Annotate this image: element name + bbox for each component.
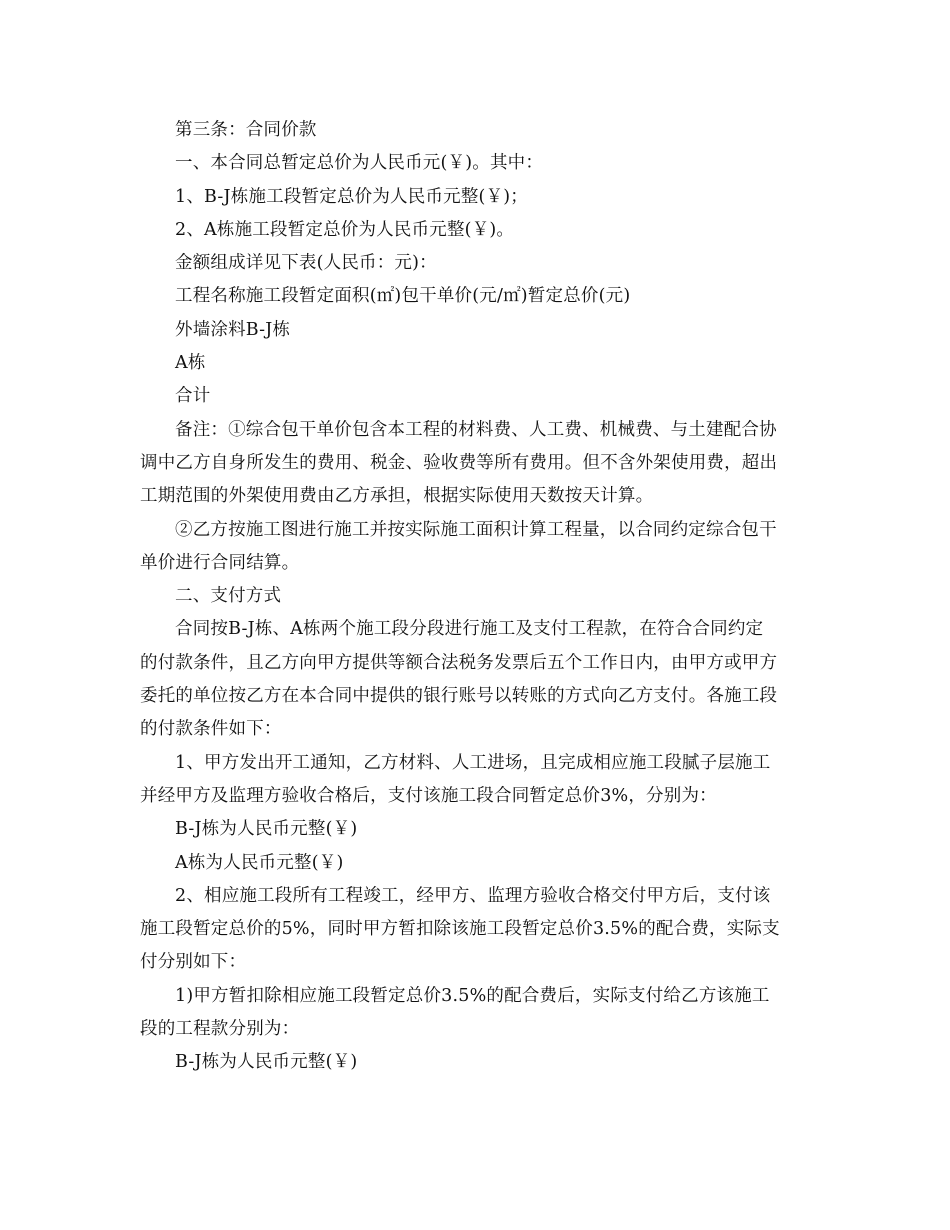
paragraph-line: 并经甲方及监理方验收合格后，支付该施工段合同暂定总价3%，分别为： [140,785,717,806]
payment-line: B-J栋为人民币元整(￥) [175,819,358,840]
paragraph-line: 合同按B-J栋、A栋两个施工段分段进行施工及支付工程款，在符合合同约定 [175,619,764,640]
article-heading: 第三条：合同价款 [175,120,317,140]
note-line: 单价进行合同结算。 [140,552,300,573]
note-line: ②乙方按施工图进行施工并按实际施工面积计算工程量，以合同约定综合包干 [175,519,777,540]
payment-line: A栋为人民币元整(￥) [175,852,344,873]
paragraph-line: 金额组成详见下表(人民币：元)： [175,253,437,274]
note-line: 调中乙方自身所发生的费用、税金、验收费等所有费用。但不含外架使用费，超出 [140,452,778,473]
payment-line: B-J栋为人民币元整(￥) [175,1052,358,1073]
paragraph-line: 的付款条件，且乙方向甲方提供等额合法税务发票后五个工作日内，由甲方或甲方 [140,652,778,673]
paragraph-line: 一、本合同总暂定总价为人民币元(￥)。其中： [175,153,544,174]
paragraph-line: 委托的单位按乙方在本合同中提供的银行账号以转账的方式向乙方支付。各施工段 [140,686,778,707]
table-row-line: 外墙涂料B-J栋 [175,319,291,340]
table-total-line: 合计 [175,386,211,407]
table-row-line: A栋 [175,353,206,374]
table-header-line: 工程名称施工段暂定面积(㎡)包干单价(元/㎡)暂定总价(元) [175,286,631,307]
document-body [140,114,812,1080]
paragraph-line: 施工段暂定总价的5%，同时甲方暂扣除该施工段暂定总价3.5%的配合费，实际支 [140,919,780,940]
paragraph-line: 段的工程款分别为： [140,1019,300,1040]
paragraph-line: 1、甲方发出开工通知，乙方材料、人工进场，且完成相应施工段腻子层施工 [175,752,771,773]
paragraph-line: 的付款条件如下： [140,719,282,740]
note-line: 工期范围的外架使用费由乙方承担，根据实际使用天数按天计算。 [140,486,654,507]
paragraph-line: 2、相应施工段所有工程竣工，经甲方、监理方验收合格交付甲方后，支付该 [175,885,771,906]
paragraph-line: 付分别如下： [140,952,247,973]
note-line: 备注：①综合包干单价包含本工程的材料费、人工费、机械费、与土建配合协 [175,419,777,440]
paragraph-line: 1)甲方暂扣除相应施工段暂定总价3.5%的配合费后，实际支付给乙方该施工 [175,985,770,1006]
paragraph-line: 2、A栋施工段暂定总价为人民币元整(￥)。 [175,219,515,240]
section-heading: 二、支付方式 [175,586,282,607]
paragraph-line: 1、B-J栋施工段暂定总价为人民币元整(￥)； [175,186,529,207]
